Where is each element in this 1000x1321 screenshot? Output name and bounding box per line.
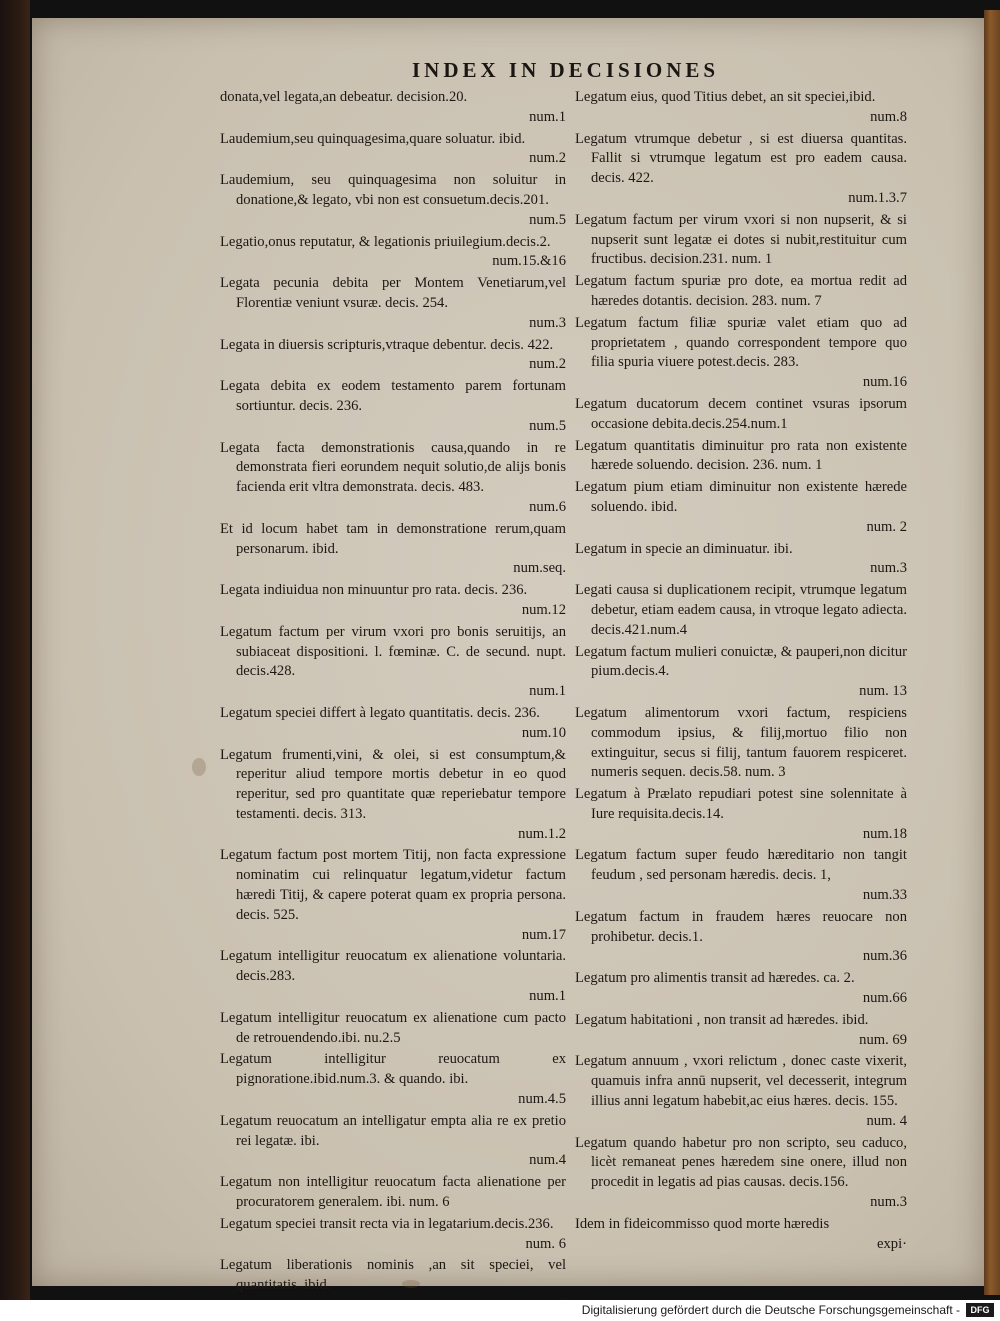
index-entry bbox=[220, 88, 566, 128]
index-entry bbox=[575, 1215, 907, 1255]
index-entry bbox=[220, 1050, 566, 1109]
entry-text: Legatum pro alimentis transit ad hæredes. ca. 2. bbox=[575, 970, 855, 987]
index-entry bbox=[575, 846, 907, 905]
entry-reference: num.6 bbox=[529, 498, 566, 515]
entry-text: Legatum factum filiæ spuriæ valet etiam quo ad proprietatem , quando correspondent tempore quo filia spuria viuere potest.decis. 283. bbox=[575, 314, 907, 371]
index-entry bbox=[575, 314, 907, 393]
index-entry bbox=[220, 1173, 566, 1213]
index-entry bbox=[575, 437, 907, 477]
entry-text: Legatum pium etiam diminuitur non existente hærede soluendo. ibid. bbox=[575, 479, 907, 515]
entry-text: Legatum vtrumque debetur , si est diuersa quantitas. Fallit si vtrumque legatum est pro eadem causa. decis. 422. bbox=[575, 130, 907, 187]
index-entry bbox=[575, 1134, 907, 1213]
index-entry bbox=[575, 908, 907, 967]
entry-text: Legatum factum in fraudem hæres reuocare non prohibetur. decis.1. bbox=[575, 908, 907, 945]
entry-reference: expi· bbox=[877, 1235, 907, 1252]
index-entry bbox=[220, 623, 566, 702]
entry-reference: num.5 bbox=[529, 417, 566, 434]
index-entry bbox=[575, 704, 907, 783]
index-entry bbox=[220, 1009, 566, 1049]
entry-text: Legatum reuocatum an intelligatur empta alia re ex pretio rei legatæ. ibi. bbox=[220, 1112, 566, 1149]
dfg-logo: DFG bbox=[966, 1303, 994, 1317]
entry-reference: num.seq. bbox=[513, 560, 566, 577]
entry-reference: num.1 bbox=[529, 988, 566, 1005]
entry-text: Legata indiuidua non minuuntur pro rata. decis. 236. bbox=[220, 582, 528, 599]
entry-text: Legata debita ex eodem testamento parem fortunam sortiuntur. decis. 236. bbox=[220, 378, 566, 414]
entry-reference: num.10 bbox=[521, 724, 566, 741]
index-entry bbox=[575, 785, 907, 844]
entry-text: Legatum non intelligitur reuocatum facta alienatione per procuratorem generalem. ibi. num. 6 bbox=[220, 1174, 566, 1211]
entry-reference: num.4.5 bbox=[518, 1091, 566, 1108]
entry-reference: num. 4 bbox=[866, 1112, 907, 1129]
entry-reference: num.15.&16 bbox=[492, 253, 566, 270]
entry-text: Legatum factum post mortem Titij, non facta expressione nominatim cui relinquatur legatum,videtur factum hæredi Titij, & capere poterat quam ex propria persona. decis. 525. bbox=[220, 847, 566, 923]
index-entry bbox=[575, 969, 907, 1009]
entry-text: Legatum intelligitur reuocatum ex alienatione cum pacto de retrouendendo.ibi. nu.2.5 bbox=[220, 1009, 566, 1046]
index-entry bbox=[575, 211, 907, 270]
entry-text: Legatum quantitatis diminuitur pro rata non existente hærede soluendo. decision. 236. num. 1 bbox=[575, 437, 907, 474]
index-entry bbox=[220, 1215, 566, 1255]
entry-text: Legatum frumenti,vini, & olei, si est consumptum,& reperitur aliud tempore mortis debetur in eo quod reperitur, sed pro quantitate quæ reperiebatur tempore testamenti. decis. 313. bbox=[220, 746, 566, 822]
entry-reference: num.17 bbox=[521, 926, 566, 943]
entry-text: Legatum ducatorum decem continet vsuras ipsorum occasione debita.decis.254.num.1 bbox=[575, 395, 907, 432]
entry-text: Legata facta demonstrationis causa,quando in re demonstrata fieri eorundem nequit solutio,de alijs bonis facienda erit vltra demonstrata. decis. 483. bbox=[220, 439, 566, 496]
entry-text: Legatum intelligitur reuocatum ex pignoratione.ibid.num.3. & quando. ibi. bbox=[220, 1051, 566, 1088]
entry-text: Legati causa si duplicationem recipit, vtrumque legatum debetur, etiam eadem causa, in vtroque legato adiecta. decis.421.num.4 bbox=[575, 582, 907, 638]
entry-reference: num.1.2 bbox=[518, 825, 566, 842]
entry-text: Legatum intelligitur reuocatum ex alienatione voluntaria. decis.283. bbox=[220, 948, 566, 985]
index-entry bbox=[575, 1011, 907, 1051]
entry-text: Laudemium,seu quinquagesima,quare soluatur. ibid. bbox=[220, 130, 526, 147]
index-entry bbox=[220, 377, 566, 436]
index-entry bbox=[220, 274, 566, 333]
entry-reference: num.3 bbox=[529, 314, 566, 331]
entry-text: Legatum speciei differt à legato quantitatis. decis. 236. bbox=[220, 704, 540, 721]
ink-stain bbox=[192, 758, 206, 776]
index-entry bbox=[575, 1052, 907, 1131]
entry-reference: num.36 bbox=[862, 948, 907, 965]
entry-text: Legatum à Prælato repudiari potest sine solennitate à Iure requisita.decis.14. bbox=[575, 786, 907, 822]
entry-reference: num.16 bbox=[862, 374, 907, 391]
index-entry bbox=[575, 395, 907, 435]
index-entry bbox=[575, 540, 907, 580]
entry-reference: num.3 bbox=[870, 1194, 907, 1211]
entry-text: Et id locum habet tam in demonstratione rerum,quam personarum. ibid. bbox=[220, 520, 566, 557]
entry-text: Legatum eius, quod Titius debet, an sit speciei,ibid. bbox=[575, 89, 876, 105]
index-entry bbox=[575, 643, 907, 702]
index-entry bbox=[220, 1112, 566, 1171]
entry-text: Legatum factum spuriæ pro dote, ea mortua redit ad hæredes dotantis. decision. 283. num. 7 bbox=[575, 273, 907, 309]
entry-text: Legatum factum per virum vxori si non nupserit, & si nupserit sunt legatæ ei dotes si nubit,restituitur cum fructibus. decision.231. num. 1 bbox=[575, 211, 907, 268]
entry-reference: num.12 bbox=[521, 601, 566, 618]
entry-text: Legatum habitationi , non transit ad hæredes. ibid. bbox=[575, 1011, 869, 1028]
index-entry bbox=[220, 704, 566, 744]
index-entry bbox=[220, 171, 566, 230]
entry-text: Legatum factum mulieri conuictæ, & pauperi,non dicitur pium.decis.4. bbox=[575, 643, 907, 680]
entry-text: donata,vel legata,an debeatur. decision.20. bbox=[220, 89, 468, 105]
index-entry bbox=[220, 130, 566, 170]
entry-reference: num.2 bbox=[529, 356, 566, 373]
entry-reference: num.1 bbox=[529, 108, 566, 125]
index-entry bbox=[220, 947, 566, 1006]
entry-reference: num.8 bbox=[870, 108, 907, 125]
entry-text: Legatum factum super feudo hæreditario non tangit feudum , sed personam hæredis. decis. 1, bbox=[575, 847, 907, 884]
entry-reference: num. 6 bbox=[525, 1235, 566, 1252]
index-entry bbox=[575, 478, 907, 537]
entry-text: Legatum quando habetur pro non scripto, seu caduco, licèt remaneat penes hæredem sine onere, illud non procedit in legatis ad pias causas. decis.156. bbox=[575, 1134, 907, 1191]
footer-credit: Digitalisierung gefördert durch die Deutsche Forschungsgemeinschaft - bbox=[581, 1303, 960, 1317]
entry-text: Legatum in specie an diminuatur. ibi. bbox=[575, 540, 793, 557]
footer-bar bbox=[0, 1300, 1000, 1321]
index-entry bbox=[575, 581, 907, 640]
entry-text: Legatum alimentorum vxori factum, respiciens commodum ipsius, & filij,mortuo filio non extinguitur, secus si filij, tantum fauorem respiceret. numeris sequen. decis.58. num. 3 bbox=[575, 704, 907, 781]
entry-reference: num.1.3.7 bbox=[848, 189, 907, 206]
index-entry bbox=[220, 746, 566, 845]
index-entry bbox=[575, 130, 907, 209]
index-entry bbox=[575, 272, 907, 312]
entry-reference: num. 69 bbox=[859, 1031, 907, 1048]
entry-text: Legatum factum per virum vxori pro bonis seruitijs, an subiaceat dispositioni. l. fœminæ. C. de secund. nupt. decis.428. bbox=[220, 623, 566, 680]
entry-text: Legatum annuum , vxori relictum , donec caste vixerit, quamuis infra annū nupserit, vel decesserit, integrum illius anni legatum habebit,ac eius hæres. decis. 155. bbox=[575, 1053, 907, 1110]
entry-text: Legatum liberationis nominis ,an sit speciei, vel quantitatis. ibid. bbox=[220, 1257, 566, 1294]
entry-text: Legatum speciei transit recta via in legatarium.decis.236. bbox=[220, 1215, 554, 1232]
index-entry bbox=[220, 520, 566, 579]
entry-reference: num.1 bbox=[529, 683, 566, 700]
entry-reference: num. 2 bbox=[866, 518, 907, 535]
entry-reference: num.66 bbox=[862, 990, 907, 1007]
entry-text: Laudemium, seu quinquagesima non soluitur in donatione,& legato, vbi non est consuetum.decis.201. bbox=[220, 172, 566, 208]
index-column-left bbox=[220, 88, 566, 1318]
entry-text: Legatio,onus reputatur, & legationis priuilegium.decis.2. bbox=[220, 233, 551, 250]
entry-reference: num.4 bbox=[529, 1152, 566, 1169]
index-entry bbox=[220, 439, 566, 518]
entry-reference: num. 13 bbox=[859, 683, 907, 700]
entry-reference: num.33 bbox=[862, 887, 907, 904]
entry-text: Idem in fideicommisso quod morte hæredis bbox=[575, 1215, 830, 1232]
entry-reference: num.18 bbox=[862, 825, 907, 842]
index-column-right bbox=[575, 88, 907, 1256]
index-entry bbox=[220, 233, 566, 273]
entry-reference: num.3 bbox=[870, 560, 907, 577]
running-head: INDEX IN DECISIONES bbox=[412, 58, 720, 82]
entry-reference: num.5 bbox=[529, 211, 566, 228]
book-edge-left bbox=[0, 0, 30, 1300]
index-entry bbox=[220, 581, 566, 621]
entry-text: Legata pecunia debita per Montem Venetiarum,vel Florentiæ veniunt vsuræ. decis. 254. bbox=[220, 275, 566, 311]
entry-text: Legata in diuersis scripturis,vtraque debentur. decis. 422. bbox=[220, 336, 554, 353]
entry-reference: num.2 bbox=[529, 150, 566, 167]
book-spine bbox=[984, 10, 1000, 1295]
index-entry bbox=[575, 88, 907, 128]
index-entry bbox=[220, 846, 566, 945]
index-entry bbox=[220, 336, 566, 376]
